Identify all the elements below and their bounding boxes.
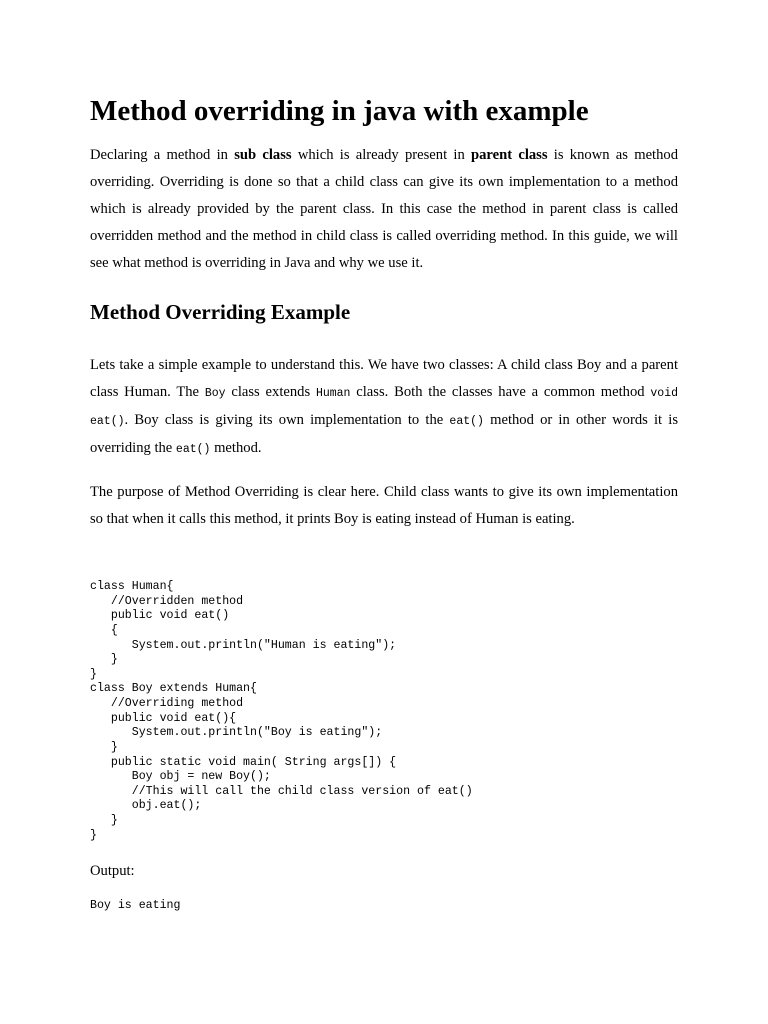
example-text: . Boy class is giving its own implementation to the xyxy=(124,412,450,428)
inline-code-eat: eat() xyxy=(449,415,484,428)
intro-text: is known as method overriding. Overriding is done so that a child class can give its own implementation to a method which is already provided by the parent class. In this case the method in parent class is called overridden method and the method in child class is called overriding method. In this guide, we will see what method is overriding in Java and why we use it. xyxy=(90,147,678,271)
page-title: Method overriding in java with example xyxy=(90,95,589,127)
example-text: class. Both the classes have a common method xyxy=(350,384,651,400)
example-text: method or in other words it is overriding the xyxy=(90,412,678,456)
code-block: class Human{ //Overridden method public void eat() { System.out.println("Human is eating"); } } class Boy extends Human{ //Overriding method public void eat(){ System.out.println("Boy is eating"); } public static void main( String args[]) { Boy obj = new Boy(); //This will call the child class version of eat() obj.eat(); } } xyxy=(90,580,473,842)
example-text: method. xyxy=(210,440,262,456)
bold-parent-class: parent class xyxy=(471,147,548,163)
inline-code-human: Human xyxy=(315,387,351,400)
output-code: Boy is eating xyxy=(90,899,181,912)
bold-sub-class: sub class xyxy=(234,147,292,163)
output-label: Output: xyxy=(90,863,135,879)
intro-paragraph xyxy=(90,142,678,277)
purpose-paragraph: The purpose of Method Overriding is clear here. Child class wants to give its own implementation so that when it calls this method, it prints Boy is eating instead of Human is eating. xyxy=(90,484,678,527)
section-heading: Method Overriding Example xyxy=(90,300,351,324)
inline-code-boy: Boy xyxy=(204,387,226,400)
inline-code-eat: eat() xyxy=(175,443,211,456)
example-text: class extends xyxy=(225,384,316,400)
inline-code-void-eat: void eat() xyxy=(90,387,678,428)
intro-text: Declaring a method in xyxy=(90,147,235,163)
intro-text: which is already present in xyxy=(291,147,471,163)
example-paragraph xyxy=(90,352,678,463)
example-text: Lets take a simple example to understand this. We have two classes: A child class Boy and a parent class Human. The xyxy=(90,357,678,400)
